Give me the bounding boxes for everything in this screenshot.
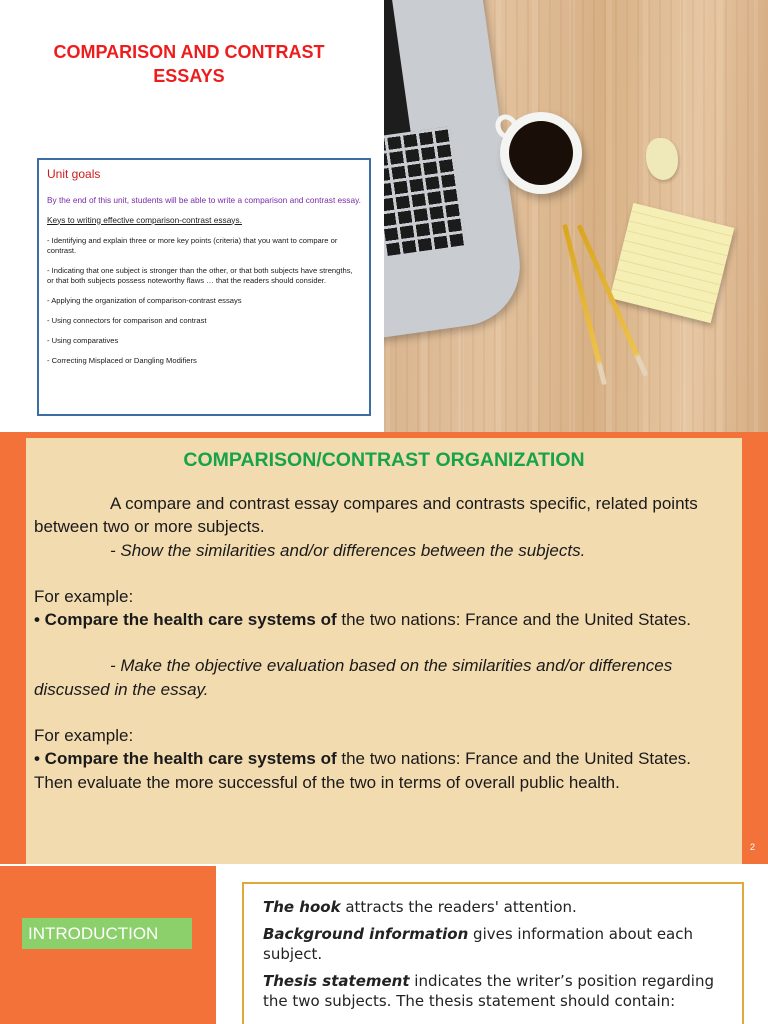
example-bold: • Compare the health care systems of (34, 610, 337, 630)
example-paragraph (34, 747, 734, 794)
thesis-paragraph (263, 971, 742, 1012)
unit-goals-heading: Unit goals (47, 167, 101, 181)
laptop-screen-edge (384, 0, 411, 141)
example-text: the two nations: France and the United States. Then evaluate the more successful of the two in terms of overall public health. (34, 749, 692, 792)
crumpled-paper-image (646, 138, 678, 180)
goal-item: - Using connectors for comparison and contrast (47, 315, 207, 325)
goal-item: - Identifying and explain three or more key points (criteria) that you want to compare or contrast. (47, 235, 338, 255)
goal-item: - Correcting Misplaced or Dangling Modifiers (47, 355, 197, 365)
unit-goals-intro: By the end of this unit, students will be able to write a comparison and contrast essay. (47, 195, 361, 205)
term: The hook (263, 898, 341, 916)
goal-item: - Indicating that one subject is stronger than the other, or that both subjects have strengths, or that both subjects possess noteworthy flaws … that the readers should consider. (47, 265, 353, 285)
page-number: 2 (750, 842, 756, 852)
slide-title: COMPARISON AND CONTRAST ESSAYS (53, 42, 325, 86)
example-bold: • Compare the health care systems of (34, 749, 337, 769)
goal-item: - Using comparatives (47, 335, 119, 345)
point-text: - Make the objective evaluation based on the similarities and/or differences discussed in the essay. (34, 656, 673, 699)
term-description: gives information about each subject. (263, 924, 693, 963)
orange-sidebar (0, 866, 216, 1024)
slide-2 (0, 432, 768, 864)
term: Background information (263, 924, 469, 943)
hook-paragraph (263, 897, 742, 918)
example-label: For example: (34, 586, 134, 606)
term: Thesis statement (263, 971, 410, 990)
example-label: For example: (34, 726, 134, 746)
term-description: indicates the writer’s position regarding the two subjects. The thesis statement should contain: (263, 971, 714, 1010)
point-paragraph (34, 539, 734, 562)
introduction-label: INTRODUCTION (22, 918, 192, 949)
desk-photo (384, 0, 768, 432)
definition-text: A compare and contrast essay compares and contrasts specific, related points between two or more subjects. (34, 494, 698, 537)
slide-title: COMPARISON/CONTRAST ORGANIZATION (183, 449, 585, 471)
example-paragraph (34, 608, 734, 631)
keys-heading: Keys to writing effective comparison-contrast essays. (47, 214, 242, 225)
unit-goals-box (37, 158, 371, 416)
point-text: - Show the similarities and/or differences between the subjects. (110, 540, 586, 560)
slide-1 (0, 0, 768, 432)
definition-paragraph (34, 492, 734, 539)
laptop-keyboard (384, 126, 467, 256)
slide-3 (0, 864, 768, 1024)
introduction-box (242, 882, 744, 1024)
term-description: attracts the readers' attention. (340, 898, 577, 916)
goal-item: - Applying the organization of comparison-contrast essays (47, 295, 242, 305)
point-paragraph (34, 654, 734, 701)
example-text: the two nations: France and the United States. (336, 610, 692, 630)
background-paragraph (263, 924, 742, 965)
coffee-cup-image (500, 112, 582, 194)
content-panel (26, 438, 742, 864)
